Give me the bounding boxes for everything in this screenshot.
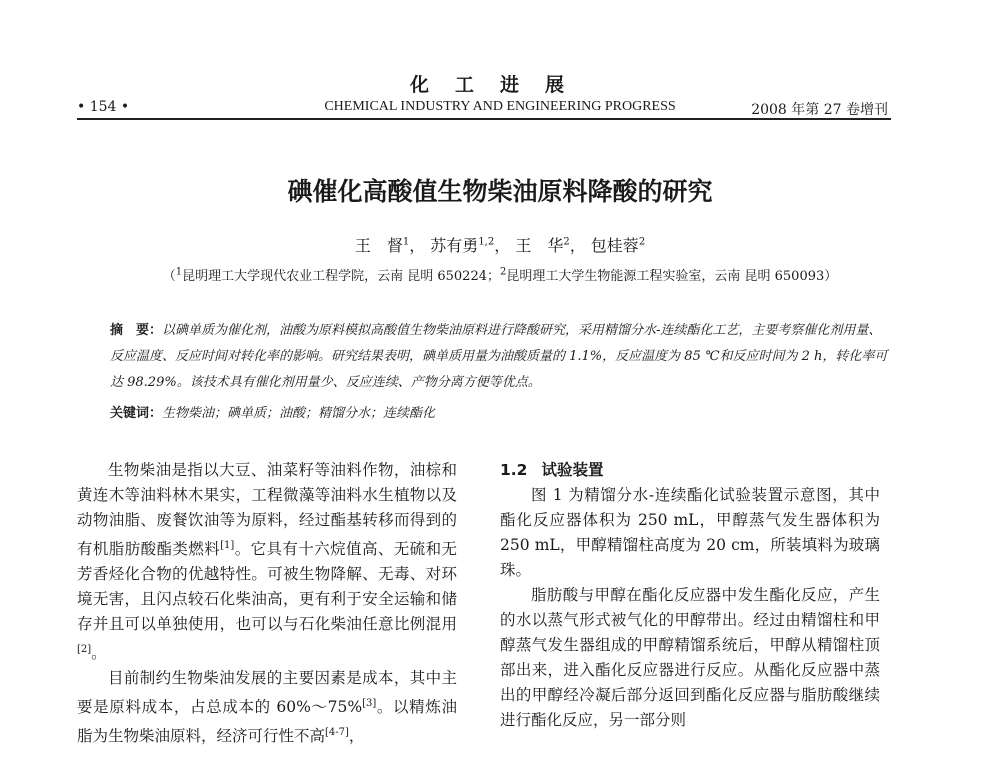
body-text: 。	[91, 644, 107, 663]
keywords-label: 关键词：	[110, 406, 163, 421]
affiliation-1: 昆明理工大学现代农业工程学院，云南 昆明 650224；	[182, 269, 500, 284]
author-affiliation-mark: 2	[638, 236, 646, 248]
body-column-left	[77, 458, 457, 750]
affiliation-mark: 1	[175, 266, 183, 278]
body-paragraph: 图 1 为精馏分水-连续酯化试验装置示意图，其中酯化反应器体积为 250 mL，甲醇蒸气发生器体积为 250 mL，甲醇精馏柱高度为 20 cm，所装填料为玻璃珠。	[500, 486, 880, 579]
citation: [1]	[220, 540, 235, 551]
affiliations: （$^1$昆明理工大学现代农业工程学院，云南 昆明 650224；$^2$昆明理工大学生物能源工程实验室，云南 昆明 650093）	[162, 266, 838, 284]
citation: [4-7]	[325, 727, 349, 739]
journal-title-cn: 化工进展	[409, 74, 590, 96]
body-column-right	[500, 458, 880, 733]
author-name: 王 华	[515, 236, 564, 255]
body-text: 。它具有十六烷值高、无硫和无芳香烃化合物的优越特性。可被生物降解、无毒、对环境无害，且闪点较石化柴油高，更有利于安全运输和储存并且可以单独使用，也可以与石化柴油任意比例混用	[77, 540, 457, 634]
page-number: • 154 •	[77, 99, 130, 115]
author-name: 苏有勇	[430, 236, 479, 255]
header-rule	[77, 118, 891, 120]
body-text: 目前制约生物柴油发展的主要因素是成本，其中主要是原料成本，占总成本的 60%～75%	[77, 669, 457, 717]
body-text: ，	[348, 727, 365, 746]
affiliation-2: 昆明理工大学生物能源工程实验室，云南 昆明 650093	[506, 269, 825, 284]
body-text: 。以精炼油脂为生物柴油原料，经济可行性不高	[77, 698, 457, 746]
author-name: 王 督	[354, 236, 403, 255]
affiliation-mark: 2	[500, 266, 507, 278]
paper-title: 碘催化高酸值生物柴油原料降酸的研究	[287, 177, 713, 206]
author-affiliation-mark: 1,2	[478, 236, 495, 248]
author-affiliation-mark: 2	[563, 236, 570, 248]
abstract-label: 摘 要：	[110, 323, 163, 338]
section-number: 1.2	[500, 461, 528, 479]
body-paragraph: 脂肪酸与甲醇在酯化反应器中发生酯化反应，产生的水以蒸气形式被气化的甲醇带出。经过由精馏柱和甲醇蒸气发生器组成的甲醇精馏系统后，甲醇从精馏柱顶部出来，进入酯化反应器进行反应。从酯化反应器中蒸出的甲醇经冷凝后部分返回到酯化反应器与脂肪酸继续进行酯化反应，另一部分则	[500, 586, 880, 729]
keywords	[110, 402, 890, 421]
body-text: 生物柴油是指以大豆、油菜籽等油料作物，油棕和黄连木等油料林木果实，工程微藻等油料水生植物以及动物油脂、废餐饮油等为原料，经过酯基转移而得到的有机脂肪酸酯类燃料	[77, 461, 457, 559]
citation: [3]	[362, 698, 377, 710]
issue-info: 2008 年第 27 卷增刊	[751, 102, 888, 118]
body-paragraph	[77, 666, 457, 749]
author-list: 王 督$^1$， 苏有勇$^{1,2}$， 王 华$^2$， 包桂蓉$^2$	[354, 236, 646, 255]
journal-title-en: CHEMICAL INDUSTRY AND ENGINEERING PROGRESS	[324, 99, 676, 114]
author-name: 包桂蓉	[590, 236, 639, 255]
section-title: 试验装置	[541, 461, 604, 479]
abstract-text: 以碘单质为催化剂，油酸为原料模拟高酸值生物柴油原料进行降酸研究，采用精馏分水-连续酯化工艺，主要考察催化剂用量、反应温度、反应时间对转化率的影响。研究结果表明，碘单质用量为油酸质量的 1.1%，反应温度为 85 ℃和反应时间为 2 h，转化率可达 98.29%。该技术具有催化剂用量少、反应连续、产物分离方便等优点。	[110, 323, 888, 390]
body-paragraph	[77, 458, 457, 666]
author-affiliation-mark: 1	[402, 236, 410, 248]
abstract	[110, 318, 890, 396]
section-heading	[500, 458, 880, 483]
keywords-text: 生物柴油；碘单质；油酸；精馏分水；连续酯化	[162, 406, 436, 421]
citation: [2]	[77, 644, 92, 656]
